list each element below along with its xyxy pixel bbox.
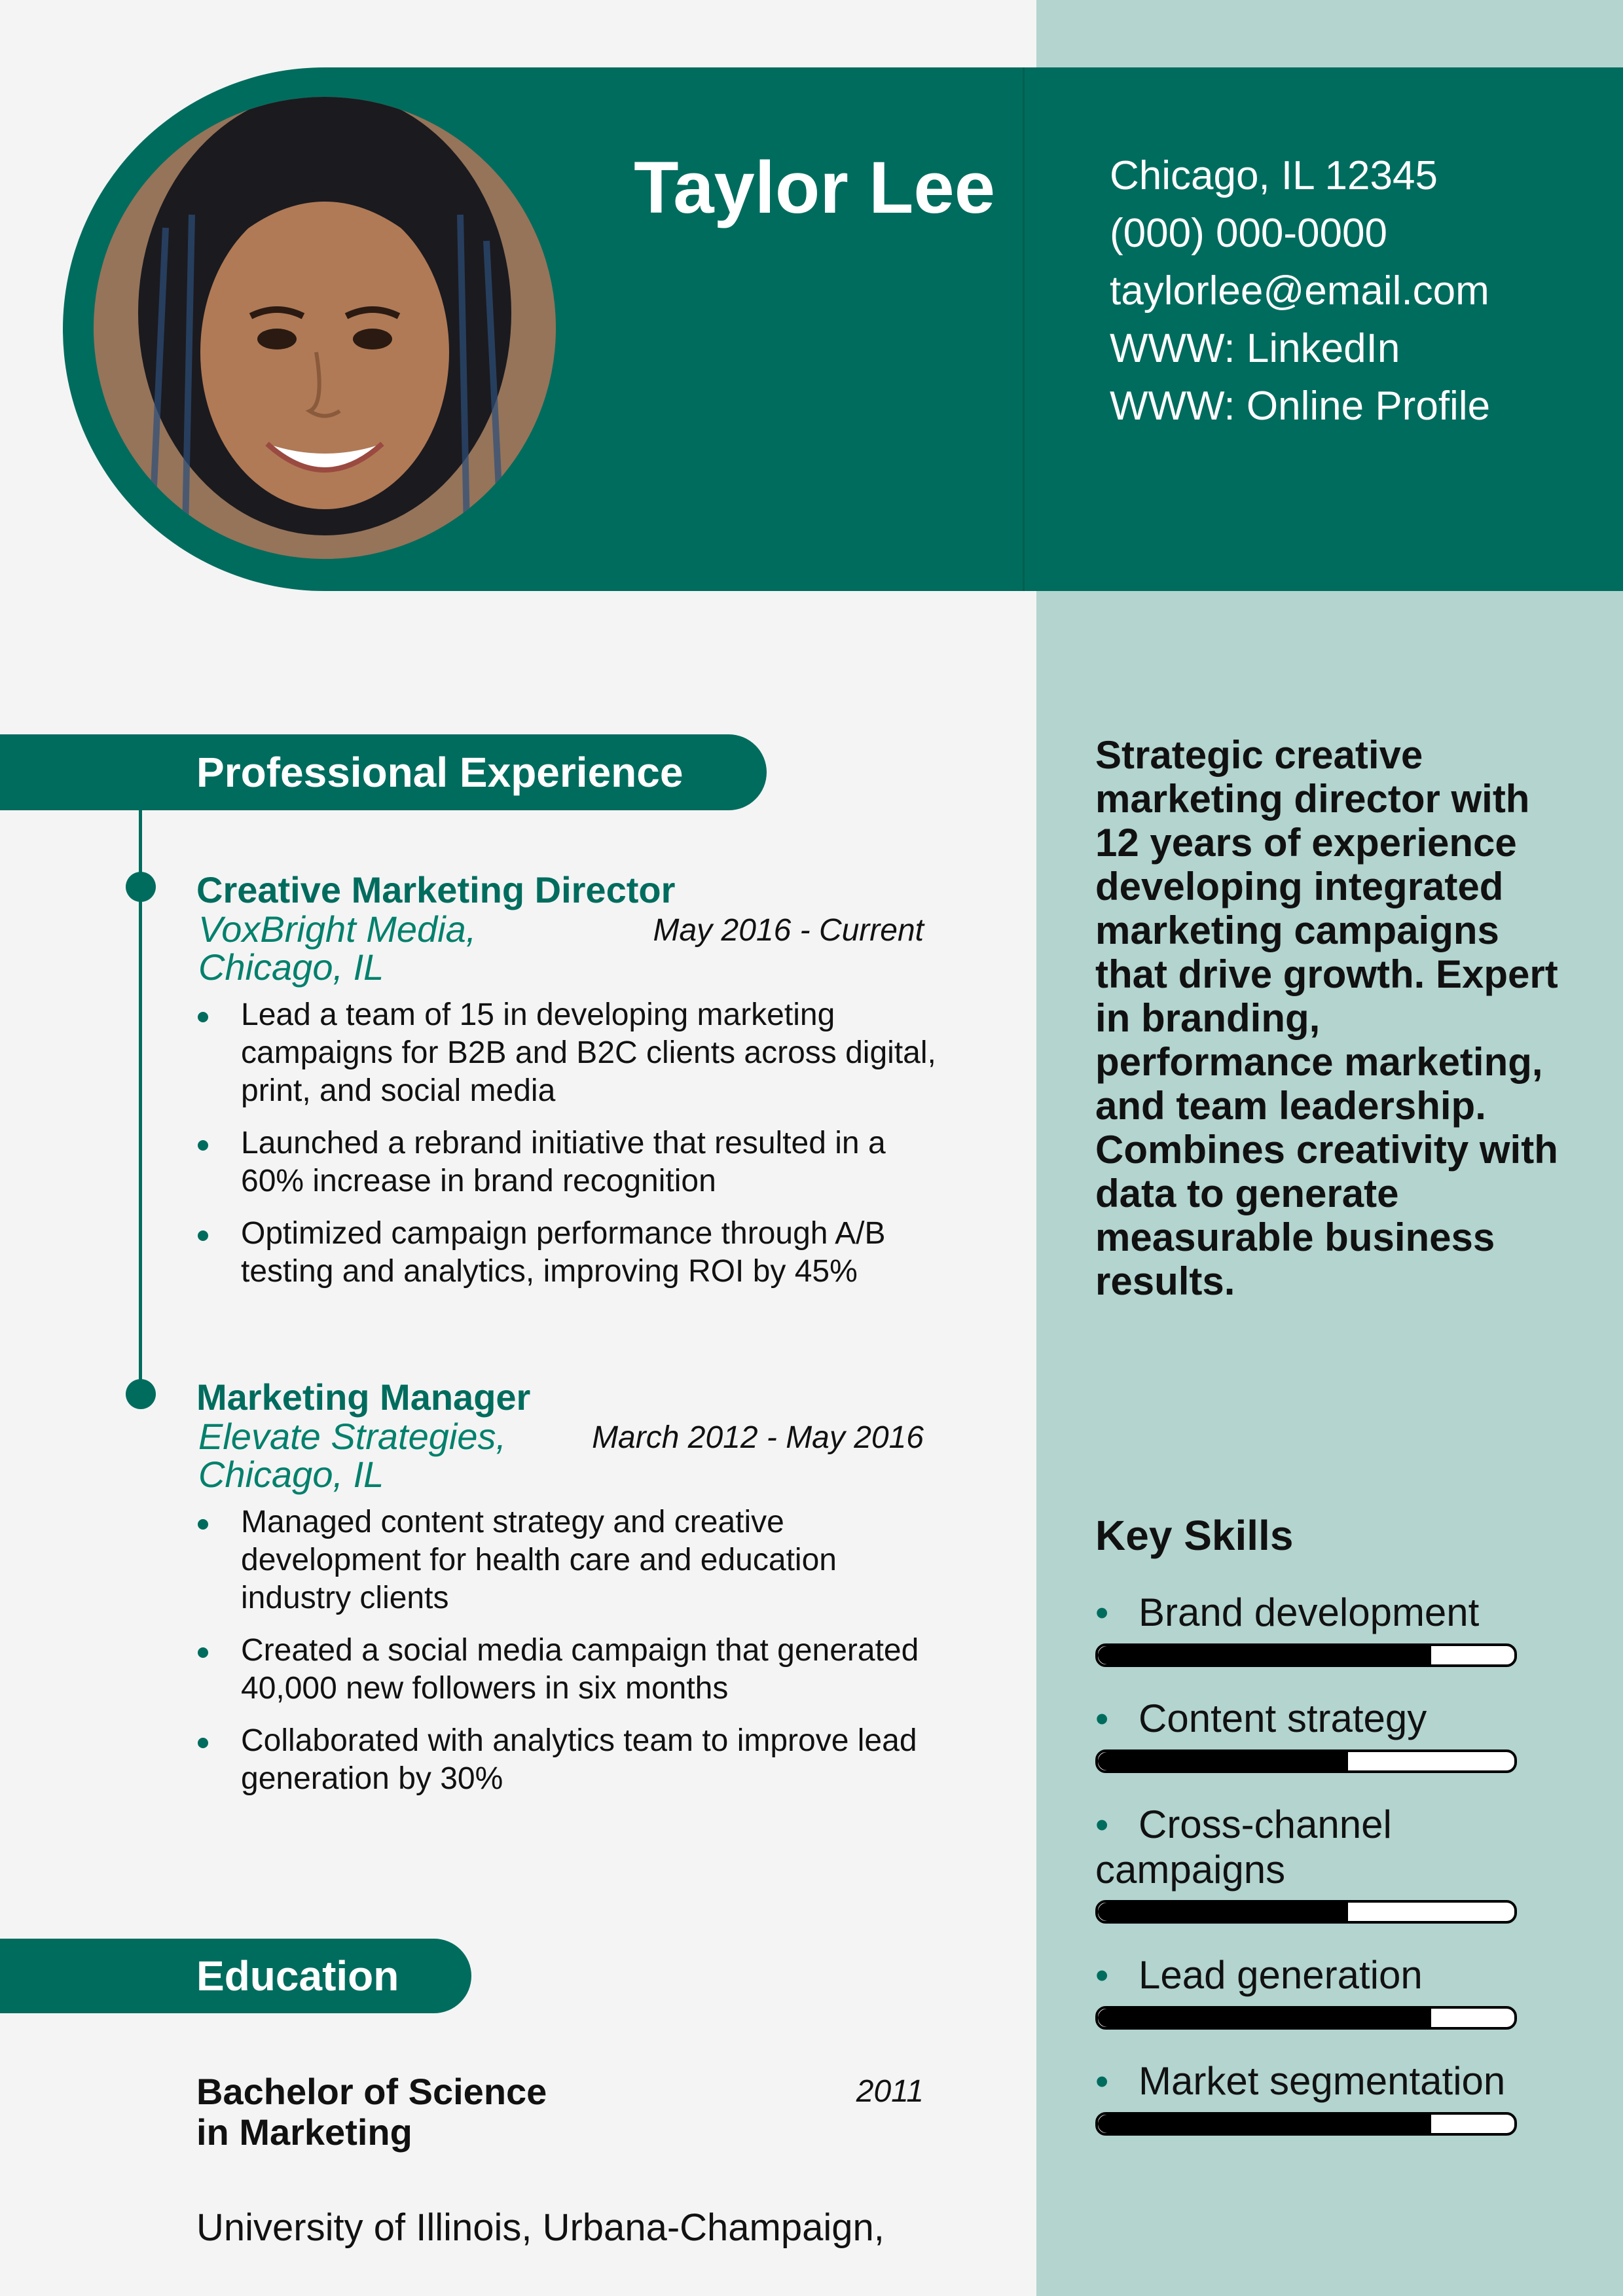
- job-bullets: [196, 1503, 949, 1812]
- skill-label: Content strategy: [1139, 1696, 1427, 1740]
- bullet-icon: •: [1095, 1954, 1109, 1997]
- contact-online-profile[interactable]: WWW: Online Profile: [1110, 384, 1491, 429]
- timeline-dot: [126, 1379, 156, 1409]
- skill-bar: [1095, 1900, 1517, 1924]
- contact-info: [1110, 147, 1490, 435]
- skill-bar-fill: [1098, 1646, 1431, 1664]
- skill-item: [1095, 2059, 1514, 2136]
- job-dates: May 2016 - Current: [653, 913, 924, 948]
- degree: Bachelor of Science in Marketing: [196, 2071, 547, 2153]
- list-item: Optimized campaign performance through A/B testing and analytics, improving ROI by 45%: [196, 1215, 949, 1291]
- skill-bar-fill: [1098, 1752, 1348, 1770]
- timeline-dot: [126, 872, 156, 902]
- list-item: Lead a team of 15 in developing marketing campaigns for B2B and B2C clients across digital, print, and social media: [196, 996, 949, 1110]
- skill-label: Market segmentation: [1139, 2059, 1506, 2103]
- education-heading: Education: [0, 1939, 471, 2013]
- header-divider: [1023, 67, 1025, 591]
- skill-item: [1095, 1803, 1514, 1924]
- list-item: Launched a rebrand initiative that resulted in a 60% increase in brand recognition: [196, 1124, 949, 1200]
- school: University of Illinois, Urbana-Champaign,: [196, 2206, 884, 2249]
- profile-photo-illustration: [94, 97, 556, 559]
- job-location: Chicago, IL: [198, 946, 384, 988]
- skill-bar-fill: [1098, 2009, 1431, 2027]
- job-dates: March 2012 - May 2016: [592, 1420, 924, 1455]
- candidate-name: Taylor Lee: [634, 147, 995, 228]
- skill-bar: [1095, 1643, 1517, 1667]
- profile-photo: [94, 97, 556, 559]
- list-item: Managed content strategy and creative development for health care and education industry clients: [196, 1503, 949, 1617]
- bullet-icon: •: [1095, 2060, 1109, 2103]
- job-location: Chicago, IL: [198, 1454, 384, 1495]
- skill-label: Brand development: [1139, 1590, 1480, 1634]
- job-title: Marketing Manager: [196, 1376, 531, 1418]
- skill-bar: [1095, 2112, 1517, 2136]
- professional-summary: Strategic creative marketing director with 12 years of experience developing integrated marketing campaigns that drive growth. Expert in branding, performance marketing, and team leadership. Combines creativity with data to generate measurable business results.: [1095, 733, 1558, 1303]
- education-year: 2011: [856, 2074, 924, 2109]
- job-bullets: [196, 996, 949, 1305]
- skill-bar-fill: [1098, 1903, 1348, 1921]
- experience-heading: Professional Experience: [0, 734, 767, 810]
- bullet-icon: •: [1095, 1698, 1109, 1740]
- list-item: Collaborated with analytics team to improve lead generation by 30%: [196, 1722, 949, 1798]
- skill-bar-fill: [1098, 2115, 1431, 2133]
- skill-item: [1095, 1590, 1514, 1667]
- job-title: Creative Marketing Director: [196, 869, 676, 910]
- skill-item: [1095, 1953, 1514, 2030]
- bullet-icon: •: [1095, 1804, 1109, 1846]
- skill-label: Cross-channel campaigns: [1095, 1803, 1392, 1892]
- contact-linkedin[interactable]: WWW: LinkedIn: [1110, 326, 1400, 371]
- job-company: Elevate Strategies,: [198, 1416, 507, 1457]
- skills-heading: Key Skills: [1095, 1512, 1294, 1559]
- skill-item: [1095, 1696, 1514, 1773]
- contact-email[interactable]: taylorlee@email.com: [1110, 268, 1489, 314]
- contact-address: Chicago, IL 12345: [1110, 153, 1438, 198]
- list-item: Created a social media campaign that generated 40,000 new followers in six months: [196, 1632, 949, 1708]
- job-company: VoxBright Media,: [198, 908, 477, 950]
- skill-bar: [1095, 1749, 1517, 1773]
- contact-phone: (000) 000-0000: [1110, 211, 1387, 256]
- skill-bar: [1095, 2006, 1517, 2030]
- bullet-icon: •: [1095, 1592, 1109, 1634]
- skill-label: Lead generation: [1139, 1953, 1423, 1997]
